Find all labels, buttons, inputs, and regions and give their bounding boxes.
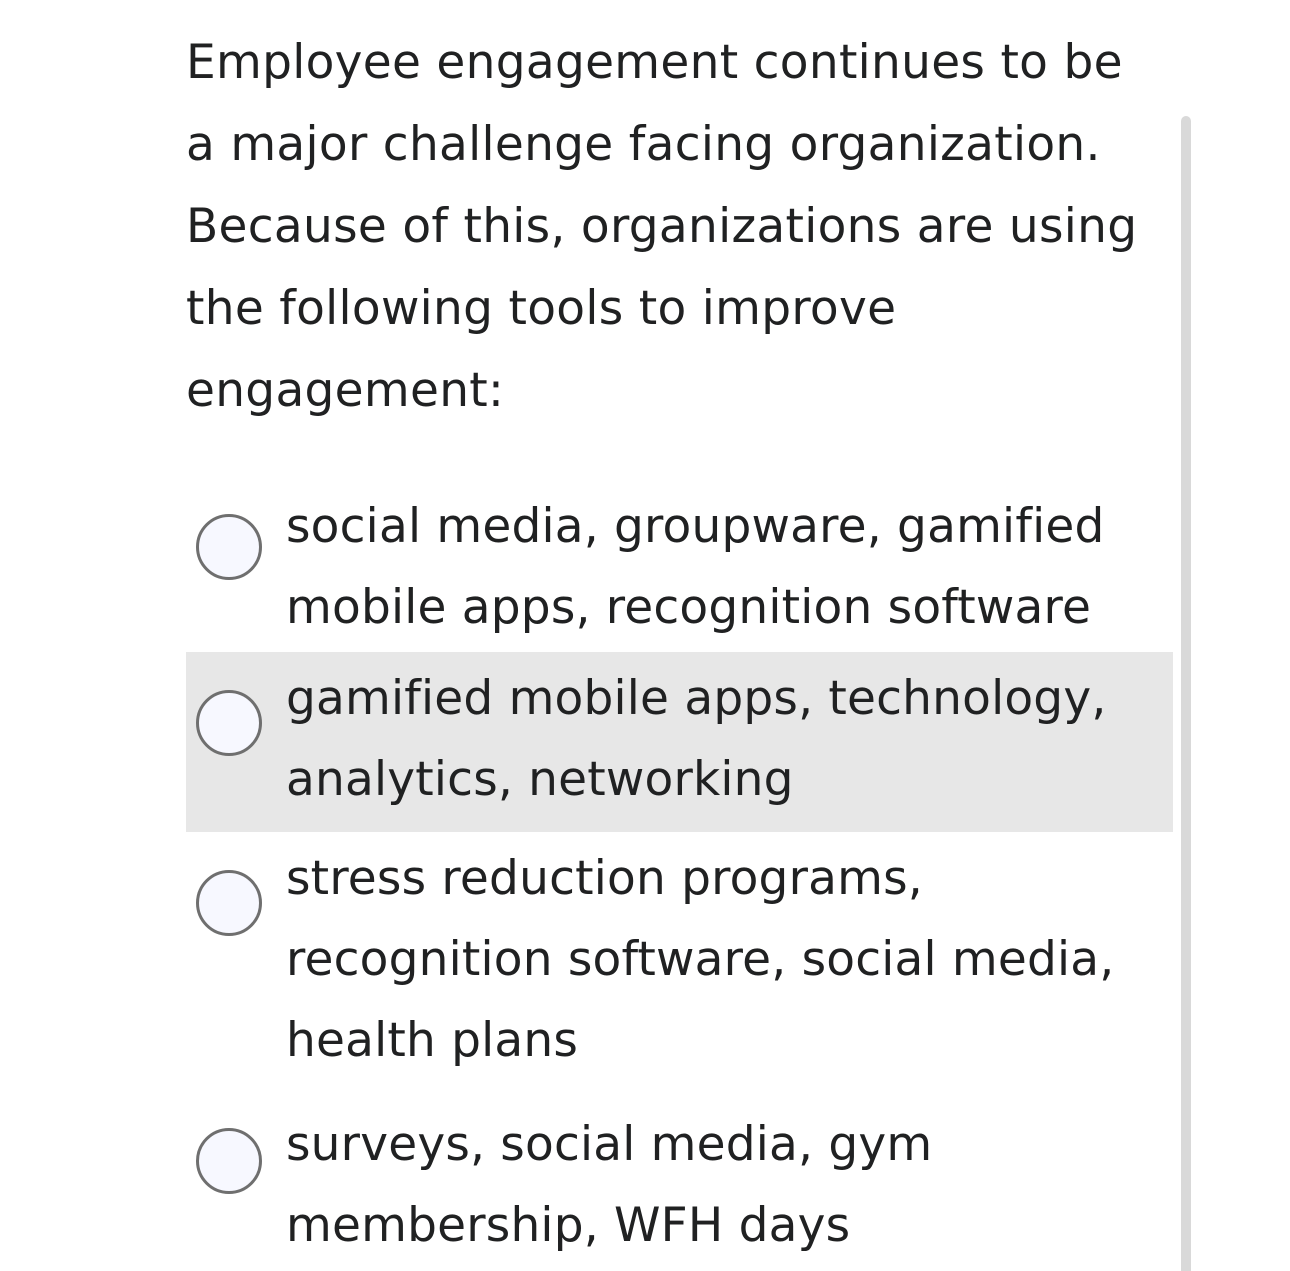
answer-option-1[interactable]	[186, 480, 1173, 652]
answer-options	[186, 480, 1173, 1270]
radio-button-icon[interactable]	[196, 690, 262, 756]
answer-option-label: surveys, social media, gym membership, WFH days	[286, 1117, 933, 1253]
answer-option-label: stress reduction programs, recognition software, social media, health plans	[286, 851, 1115, 1068]
radio-button-icon[interactable]	[196, 514, 262, 580]
answer-option-3[interactable]	[186, 832, 1173, 1090]
question-text: Employee engagement continues to be a major challenge facing organization. Because of this, organizations are using the following tools to improve engagement:	[186, 35, 1138, 418]
radio-button-icon[interactable]	[196, 1128, 262, 1194]
scrollbar[interactable]	[1181, 116, 1191, 1271]
answer-option-label: gamified mobile apps, technology, analytics, networking	[286, 671, 1107, 807]
answer-option-label: social media, groupware, gamified mobile apps, recognition software	[286, 499, 1105, 635]
answer-option-4[interactable]	[186, 1090, 1173, 1270]
radio-button-icon[interactable]	[196, 870, 262, 936]
answer-option-2[interactable]	[186, 652, 1173, 832]
